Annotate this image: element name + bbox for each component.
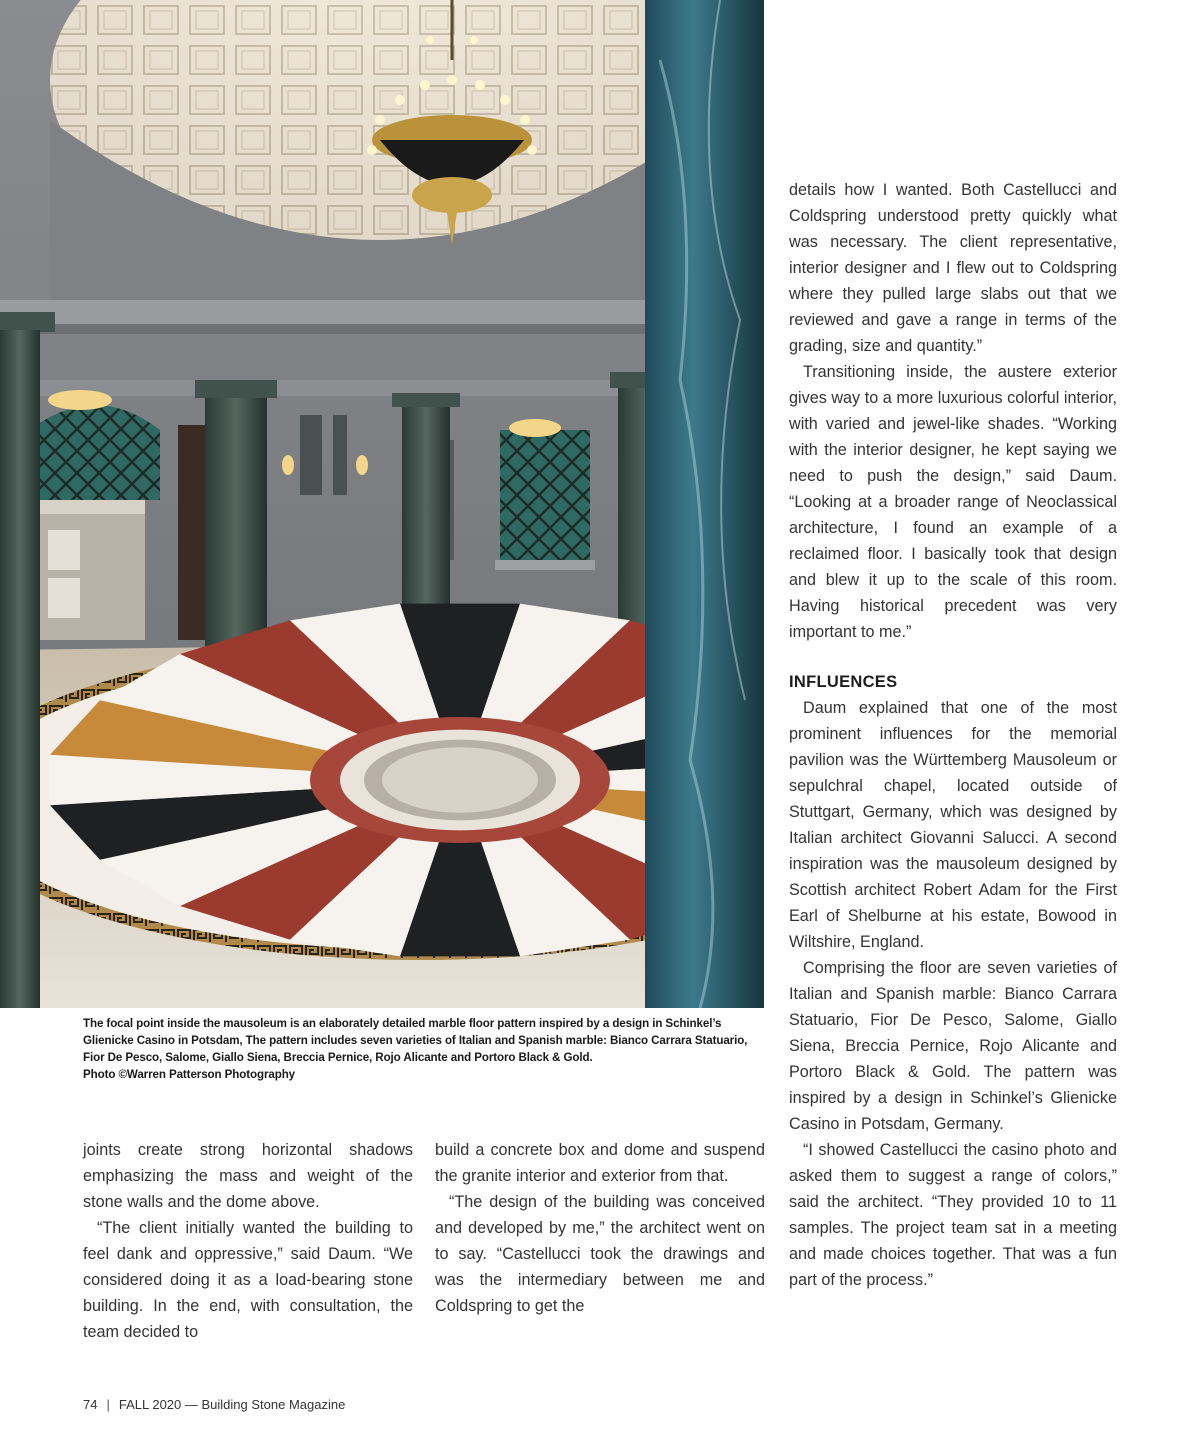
paragraph: build a concrete box and dome and suspend the granite interior and exterior from that. bbox=[435, 1141, 765, 1185]
issue-label: FALL 2020 bbox=[118, 1397, 182, 1412]
text-column-3 bbox=[789, 177, 1117, 1293]
page-number: 74 bbox=[83, 1397, 98, 1412]
paragraph: “The design of the building was conceived and developed by me,” the architect went on to say. “Castellucci took the drawings and was the intermediary between me and Coldspring to get the bbox=[435, 1193, 765, 1315]
text-column-2 bbox=[435, 1137, 765, 1319]
photo-credit: Photo ©Warren Patterson Photography bbox=[83, 1068, 296, 1081]
footer-separator: | bbox=[106, 1397, 110, 1412]
caption-text: The focal point inside the mausoleum is an elaborately detailed marble floor pattern inspired by a design in Schinkel’s Glienicke Casino in Potsdam, The pattern includes seven varieties of Italian and Spanish marble: Bianco Carrara Statuario, Fior De Pesco, Salome, Giallo Siena, Breccia Pernice, Rojo Alicante and Portoro Black & Gold. bbox=[83, 1017, 748, 1064]
paragraph: Transitioning inside, the austere exterior gives way to a more luxurious colorful interior, with varied and jewel-like shades. “Working with the interior designer, he kept saying we need to push the design,” said Daum. “Looking at a broader range of Neoclassical architecture, I found an example of a reclaimed floor. I basically took that design and blew it up to the scale of this room. Having historical precedent was very important to me.” bbox=[789, 363, 1117, 641]
photo-caption bbox=[83, 1015, 763, 1083]
publication-name: — Building Stone Magazine bbox=[184, 1397, 346, 1412]
paragraph: joints create strong horizontal shadows emphasizing the mass and weight of the stone walls and the dome above. bbox=[83, 1141, 413, 1211]
page-footer bbox=[83, 1397, 345, 1412]
mausoleum-interior-photo bbox=[0, 0, 764, 1008]
paragraph: Comprising the floor are seven varieties of Italian and Spanish marble: Bianco Carrara Statuario, Fior De Pesco, Salome, Giallo Siena, Breccia Pernice, Rojo Alicante and Portoro Black & Gold. The pattern was inspired by a design in Schinkel’s Glienicke Casino in Potsdam, Germany. bbox=[789, 959, 1117, 1133]
paragraph: “I showed Castellucci the casino photo and asked them to suggest a range of colors,” said the architect. “They provided 10 to 11 samples. The project team sat in a meeting and made choices together. That was a fun part of the process.” bbox=[789, 1141, 1117, 1289]
photo-illustration bbox=[0, 0, 764, 1008]
paragraph: details how I wanted. Both Castellucci and Coldspring understood pretty quickly what was necessary. The client representative, interior designer and I flew out to Coldspring where they pulled large slabs out that we reviewed and gave a range in terms of the grading, size and quantity.” bbox=[789, 181, 1117, 355]
text-column-1 bbox=[83, 1137, 413, 1345]
paragraph: “The client initially wanted the building to feel dank and oppressive,” said Daum. “We considered doing it as a load-bearing stone building. In the end, with consultation, the team decided to bbox=[83, 1219, 413, 1341]
section-heading: INFLUENCES bbox=[789, 673, 898, 691]
paragraph: Daum explained that one of the most prominent influences for the memorial pavilion was the Württemberg Mausoleum or sepulchral chapel, located outside of Stuttgart, Germany, which was designed by Italian architect Giovanni Salucci. A second inspiration was the mausoleum designed by Scottish architect Robert Adam for the First Earl of Shelburne at his estate, Bowood in Wiltshire, England. bbox=[789, 699, 1117, 951]
